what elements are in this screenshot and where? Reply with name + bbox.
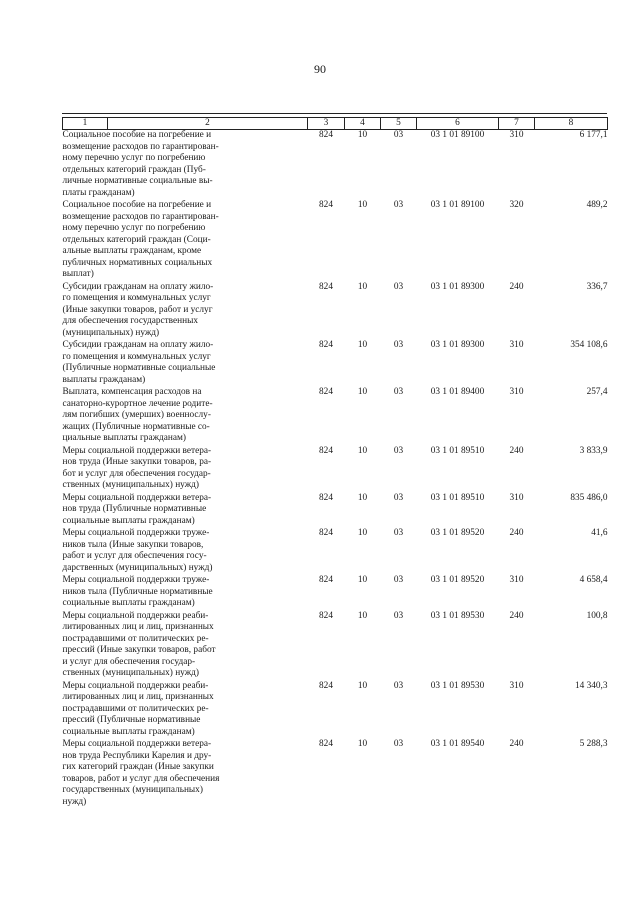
description-line: Меры социальной поддержки труже- bbox=[62, 528, 210, 538]
description-line: Выплата, компенсация расходов на bbox=[62, 387, 202, 397]
description-line: Социальное пособие на погребение и bbox=[62, 200, 212, 210]
row-description bbox=[63, 446, 308, 492]
description-line: социальные выплаты гражданам) bbox=[62, 598, 195, 608]
row-description bbox=[63, 200, 308, 281]
table-row bbox=[63, 282, 608, 340]
col-header-1: 1 bbox=[63, 118, 108, 130]
expense-type-code: 240 bbox=[509, 610, 524, 621]
table-row bbox=[63, 340, 608, 386]
target-article-code: 03 1 01 89300 bbox=[430, 340, 485, 350]
target-article-code: 03 1 01 89530 bbox=[430, 680, 485, 691]
subsection-code: 03 bbox=[393, 200, 404, 210]
subsection-code: 03 bbox=[393, 610, 404, 621]
amount-cell: 5 288,3 bbox=[579, 739, 608, 749]
description-line: выплат) bbox=[62, 269, 94, 279]
ministry-code: 824 bbox=[319, 387, 333, 397]
expense-type-code: 240 bbox=[509, 281, 524, 292]
description-line: лям погибших (умерших) военнослу- bbox=[62, 410, 211, 420]
subsection-code: 03 bbox=[393, 340, 404, 350]
description-line: дарственных (муниципальных) нужд) bbox=[62, 562, 213, 573]
col-header-5: 5 bbox=[381, 118, 417, 130]
ministry-code: 824 bbox=[319, 281, 333, 292]
amount-cell: 354 108,6 bbox=[570, 340, 608, 350]
table-row bbox=[63, 739, 608, 808]
description-line: для обеспечения государственных bbox=[62, 316, 198, 326]
row-description bbox=[63, 387, 308, 445]
table-row bbox=[63, 387, 608, 445]
amount-cell: 41,6 bbox=[591, 528, 608, 538]
expense-type-code: 310 bbox=[509, 492, 524, 503]
table-row bbox=[63, 575, 608, 610]
description-line: гих категорий граждан (Иные закупки bbox=[62, 762, 214, 772]
expense-type-code: 310 bbox=[509, 680, 524, 691]
subsection-code: 03 bbox=[393, 281, 404, 292]
description-line: публичных нормативных социальных bbox=[62, 257, 213, 268]
amount-cell: 100,8 bbox=[586, 610, 608, 621]
section-code: 10 bbox=[357, 739, 368, 749]
subsection-code: 03 bbox=[393, 130, 404, 140]
ministry-code: 824 bbox=[319, 528, 333, 538]
description-line: отдельных категорий граждан (Соци- bbox=[62, 234, 211, 245]
target-article-code: 03 1 01 89300 bbox=[430, 281, 485, 292]
row-spacer-cell bbox=[63, 808, 608, 809]
col-header-2: 2 bbox=[108, 118, 308, 130]
expense-type-code: 310 bbox=[509, 340, 524, 350]
description-line: платы гражданам) bbox=[62, 187, 135, 198]
subsection-code: 03 bbox=[393, 445, 404, 456]
section-code: 10 bbox=[357, 200, 368, 210]
expense-type-code: 240 bbox=[509, 739, 524, 749]
subsection-code: 03 bbox=[393, 492, 404, 503]
description-line: Меры социальной поддержки ветера- bbox=[62, 739, 212, 749]
description-line: Социальное пособие на погребение и bbox=[62, 130, 212, 140]
description-line: Меры социальной поддержки реаби- bbox=[62, 680, 209, 691]
description-line: го помещения и коммунальных услуг bbox=[62, 351, 211, 362]
target-article-code: 03 1 01 89510 bbox=[430, 445, 485, 456]
target-article-code: 03 1 01 89100 bbox=[430, 200, 485, 210]
description-line: ственных (муниципальных) нужд) bbox=[62, 668, 199, 678]
section-code: 10 bbox=[357, 492, 368, 503]
description-line: нужд) bbox=[62, 796, 87, 807]
expense-type-code: 310 bbox=[509, 575, 524, 585]
expense-type-code: 240 bbox=[509, 445, 524, 456]
description-line: Меры социальной поддержки труже- bbox=[62, 575, 210, 585]
target-article-code: 03 1 01 89510 bbox=[430, 492, 485, 503]
target-article-code: 03 1 01 89540 bbox=[430, 739, 485, 749]
row-description bbox=[63, 528, 308, 574]
description-line: бот и услуг для обеспечения государ- bbox=[62, 468, 211, 479]
description-line: альные выплаты гражданам, кроме bbox=[62, 246, 202, 256]
section-code: 10 bbox=[357, 130, 368, 140]
table-row bbox=[63, 130, 608, 200]
subsection-code: 03 bbox=[393, 528, 404, 538]
section-code: 10 bbox=[357, 281, 368, 292]
table-row bbox=[63, 528, 608, 574]
col-header-3: 3 bbox=[308, 118, 345, 130]
target-article-code: 03 1 01 89520 bbox=[430, 528, 485, 538]
amount-cell: 257,4 bbox=[586, 387, 608, 397]
description-line: работ и услуг для обеспечения госу- bbox=[62, 551, 207, 561]
table-row bbox=[63, 446, 608, 492]
budget-table bbox=[62, 117, 608, 809]
amount-cell: 336,7 bbox=[586, 281, 608, 292]
ministry-code: 824 bbox=[319, 680, 333, 691]
table-row bbox=[63, 611, 608, 680]
description-line: прессий (Публичные нормативные bbox=[62, 715, 201, 725]
description-line: ников тыла (Публичные нормативные bbox=[62, 586, 213, 597]
description-line: Субсидии гражданам на оплату жило- bbox=[62, 281, 214, 292]
col-header-6: 6 bbox=[417, 118, 499, 130]
description-line: возмещение расходов по гарантирован- bbox=[62, 141, 219, 152]
target-article-code: 03 1 01 89530 bbox=[430, 610, 485, 621]
description-line: ному перечню услуг по погребению bbox=[62, 223, 206, 233]
page-number: 90 bbox=[314, 62, 326, 76]
section-code: 10 bbox=[357, 575, 368, 585]
row-spacer bbox=[63, 808, 608, 809]
section-code: 10 bbox=[357, 680, 368, 691]
table-row bbox=[63, 493, 608, 528]
row-description bbox=[63, 611, 308, 680]
amount-cell: 489,2 bbox=[586, 200, 608, 210]
subsection-code: 03 bbox=[393, 387, 404, 397]
amount-cell: 4 658,4 bbox=[579, 575, 608, 585]
section-code: 10 bbox=[357, 610, 368, 621]
description-line: государственных (муниципальных) bbox=[62, 785, 203, 795]
table-row bbox=[63, 681, 608, 739]
description-line: прессий (Иные закупки товаров, работ bbox=[62, 645, 216, 655]
description-line: нов труда (Публичные нормативные bbox=[62, 504, 207, 514]
description-line: пострадавшими от политических ре- bbox=[62, 703, 209, 714]
expense-type-code: 240 bbox=[509, 528, 524, 538]
description-line: литированных лиц и лиц, признанных bbox=[62, 622, 214, 632]
target-article-code: 03 1 01 89520 bbox=[430, 575, 485, 585]
row-description bbox=[63, 575, 308, 610]
section-code: 10 bbox=[357, 340, 368, 350]
row-description bbox=[63, 130, 308, 200]
amount-cell: 14 340,3 bbox=[574, 680, 608, 691]
table-row bbox=[63, 200, 608, 281]
target-article-code: 03 1 01 89400 bbox=[430, 387, 485, 397]
ministry-code: 824 bbox=[319, 610, 333, 621]
description-line: Меры социальной поддержки ветера- bbox=[62, 445, 212, 456]
ministry-code: 824 bbox=[319, 200, 333, 210]
ministry-code: 824 bbox=[319, 445, 333, 456]
description-line: пострадавшими от политических ре- bbox=[62, 633, 209, 644]
ministry-code: 824 bbox=[319, 130, 333, 140]
expense-type-code: 310 bbox=[509, 387, 524, 397]
top-rule bbox=[62, 113, 607, 114]
expense-type-code: 310 bbox=[509, 130, 524, 140]
description-line: выплаты гражданам) bbox=[62, 374, 146, 385]
section-code: 10 bbox=[357, 528, 368, 538]
subsection-code: 03 bbox=[393, 575, 404, 585]
description-line: циальные выплаты гражданам) bbox=[62, 433, 186, 443]
row-description bbox=[63, 493, 308, 528]
ministry-code: 824 bbox=[319, 340, 333, 350]
description-line: возмещение расходов по гарантирован- bbox=[62, 211, 219, 222]
row-description bbox=[63, 282, 308, 340]
description-line: Меры социальной поддержки реаби- bbox=[62, 610, 209, 621]
section-code: 10 bbox=[357, 387, 368, 397]
description-line: нов труда Республики Карелия и дру- bbox=[62, 750, 212, 761]
description-line: (Публичные нормативные социальные bbox=[62, 363, 216, 373]
description-line: социальные выплаты гражданам) bbox=[62, 515, 195, 526]
description-line: и услуг для обеспечения государ- bbox=[62, 656, 196, 667]
description-line: санаторно-курортное лечение родите- bbox=[62, 398, 213, 409]
description-line: ников тыла (Иные закупки товаров, bbox=[62, 539, 204, 550]
expense-type-code: 320 bbox=[509, 200, 524, 210]
section-code: 10 bbox=[357, 445, 368, 456]
description-line: Меры социальной поддержки ветера- bbox=[62, 492, 212, 503]
col-header-8: 8 bbox=[535, 118, 608, 130]
description-line: (Иные закупки товаров, работ и услуг bbox=[62, 304, 213, 315]
description-line: нов труда (Иные закупки товаров, ра- bbox=[62, 457, 212, 467]
amount-cell: 835 486,0 bbox=[570, 492, 608, 503]
target-article-code: 03 1 01 89100 bbox=[430, 130, 485, 140]
ministry-code: 824 bbox=[319, 575, 333, 585]
description-line: жащих (Публичные нормативные со- bbox=[62, 421, 210, 432]
description-line: ному перечню услуг по погребению bbox=[62, 153, 206, 163]
amount-cell: 3 833,9 bbox=[579, 445, 608, 456]
col-header-7: 7 bbox=[499, 118, 535, 130]
description-line: го помещения и коммунальных услуг bbox=[62, 293, 211, 303]
description-line: личные нормативные социальные вы- bbox=[62, 176, 213, 186]
subsection-code: 03 bbox=[393, 739, 404, 749]
description-line: литированных лиц и лиц, признанных bbox=[62, 692, 214, 702]
description-line: отдельных категорий граждан (Пуб- bbox=[62, 164, 206, 175]
row-description bbox=[63, 340, 308, 386]
col-header-4: 4 bbox=[345, 118, 381, 130]
amount-cell: 6 177,1 bbox=[579, 130, 608, 140]
ministry-code: 824 bbox=[319, 739, 333, 749]
description-line: ственных (муниципальных) нужд) bbox=[62, 480, 199, 490]
subsection-code: 03 bbox=[393, 680, 404, 691]
header-row bbox=[63, 118, 608, 130]
description-line: Субсидии гражданам на оплату жило- bbox=[62, 340, 214, 350]
description-line: (муниципальных) нужд) bbox=[62, 327, 160, 338]
ministry-code: 824 bbox=[319, 492, 333, 503]
row-description bbox=[63, 739, 308, 808]
description-line: товаров, работ и услуг для обеспечения bbox=[62, 773, 220, 784]
description-line: социальные выплаты гражданам) bbox=[62, 726, 195, 737]
row-description bbox=[63, 681, 308, 739]
